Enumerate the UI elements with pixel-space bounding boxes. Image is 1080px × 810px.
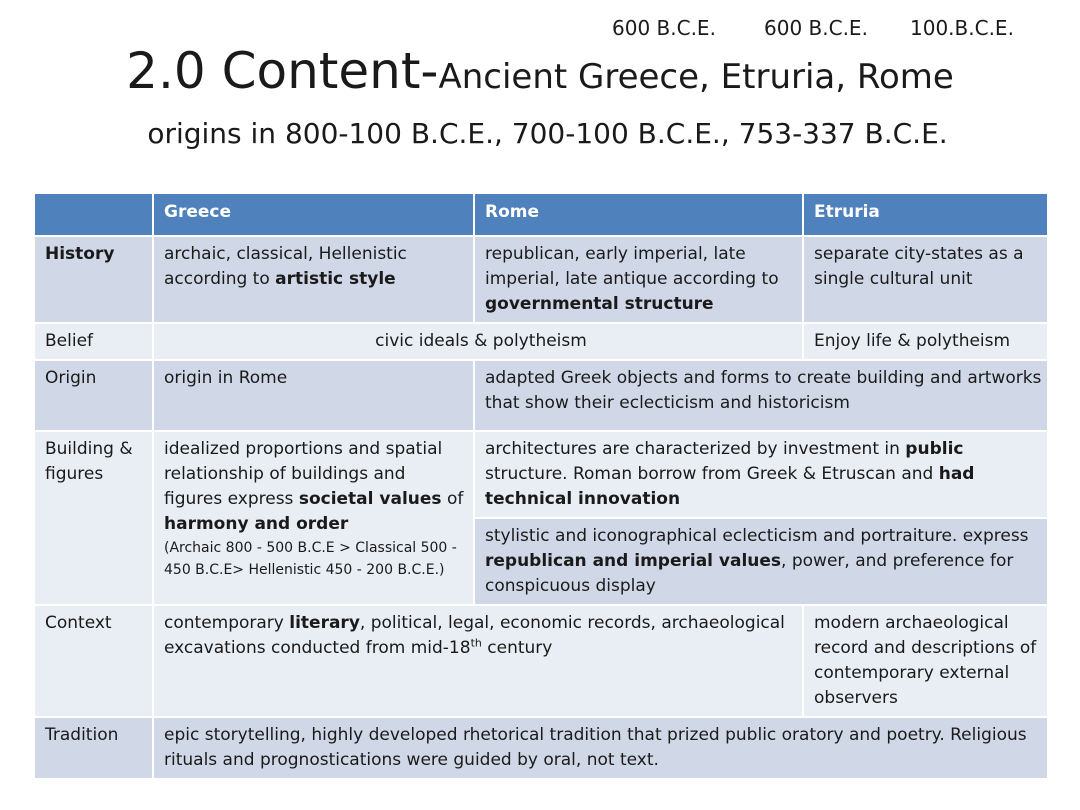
context-etruria: modern archaeological record and descriptions of contemporary external observers — [803, 605, 1048, 717]
row-label-belief: Belief — [34, 323, 153, 360]
context-greece-rome: contemporary literary, political, legal, economic records, archaeological excavations conducted from mid-18th century — [153, 605, 803, 717]
history-greece: archaic, classical, Hellenistic according to artistic style — [153, 236, 474, 323]
header-date-3: 100.B.C.E. — [910, 16, 1014, 40]
building-rome-etruria-top: architectures are characterized by investment in public structure. Roman borrow from Greek & Etruscan and had technical innovation — [474, 431, 1048, 518]
comparison-table — [33, 192, 1049, 780]
table-row-context — [34, 605, 1048, 717]
belief-greece-rome: civic ideals & polytheism — [153, 323, 803, 360]
building-rome-etruria-bottom: stylistic and iconographical eclecticism and portraiture. express republican and imperial values, power, and preference for conspicuous display — [474, 518, 1048, 605]
title-rest: Ancient Greece, Etruria, Rome — [438, 57, 954, 97]
belief-etruria: Enjoy life & polytheism — [803, 323, 1048, 360]
building-greece: idealized proportions and spatial relationship of buildings and figures express societal values of harmony and order (Archaic 800 - 500 B.C.E > Classical 500 - 450 B.C.E> Hellenistic 450 - 200 B.C.E.) — [153, 431, 474, 605]
header-greece: Greece — [153, 193, 474, 236]
table-header-row — [34, 193, 1048, 236]
header-etruria: Etruria — [803, 193, 1048, 236]
tradition-all: epic storytelling, highly developed rhetorical tradition that prized public oratory and poetry. Religious rituals and prognostications were guided by oral, not text. — [153, 717, 1048, 779]
row-label-context: Context — [34, 605, 153, 717]
row-label-origin: Origin — [34, 360, 153, 431]
greece-period-note: (Archaic 800 - 500 B.C.E > Classical 500 - 450 B.C.E> Hellenistic 450 - 200 B.C.E.) — [164, 540, 457, 578]
title-main: 2.0 Content- — [126, 42, 439, 100]
header-rome: Rome — [474, 193, 803, 236]
origin-greece: origin in Rome — [153, 360, 474, 431]
history-rome: republican, early imperial, late imperial, late antique according to governmental structure — [474, 236, 803, 323]
header-date-1: 600 B.C.E. — [612, 16, 716, 40]
row-label-tradition: Tradition — [34, 717, 153, 779]
table-row-belief — [34, 323, 1048, 360]
table-row-tradition — [34, 717, 1048, 779]
header-empty — [34, 193, 153, 236]
table-row-building — [34, 431, 1048, 518]
row-label-history: History — [34, 236, 153, 323]
slide-title — [0, 42, 1080, 100]
table-row-origin — [34, 360, 1048, 431]
header-date-2: 600 B.C.E. — [764, 16, 868, 40]
slide-subtitle: origins in 800-100 B.C.E., 700-100 B.C.E., 753-337 B.C.E. — [147, 117, 948, 150]
row-label-building: Building & figures — [34, 431, 153, 605]
history-etruria: separate city-states as a single cultural unit — [803, 236, 1048, 323]
table-row-history — [34, 236, 1048, 323]
origin-rome-etruria: adapted Greek objects and forms to create building and artworks that show their eclecticism and historicism — [474, 360, 1048, 431]
